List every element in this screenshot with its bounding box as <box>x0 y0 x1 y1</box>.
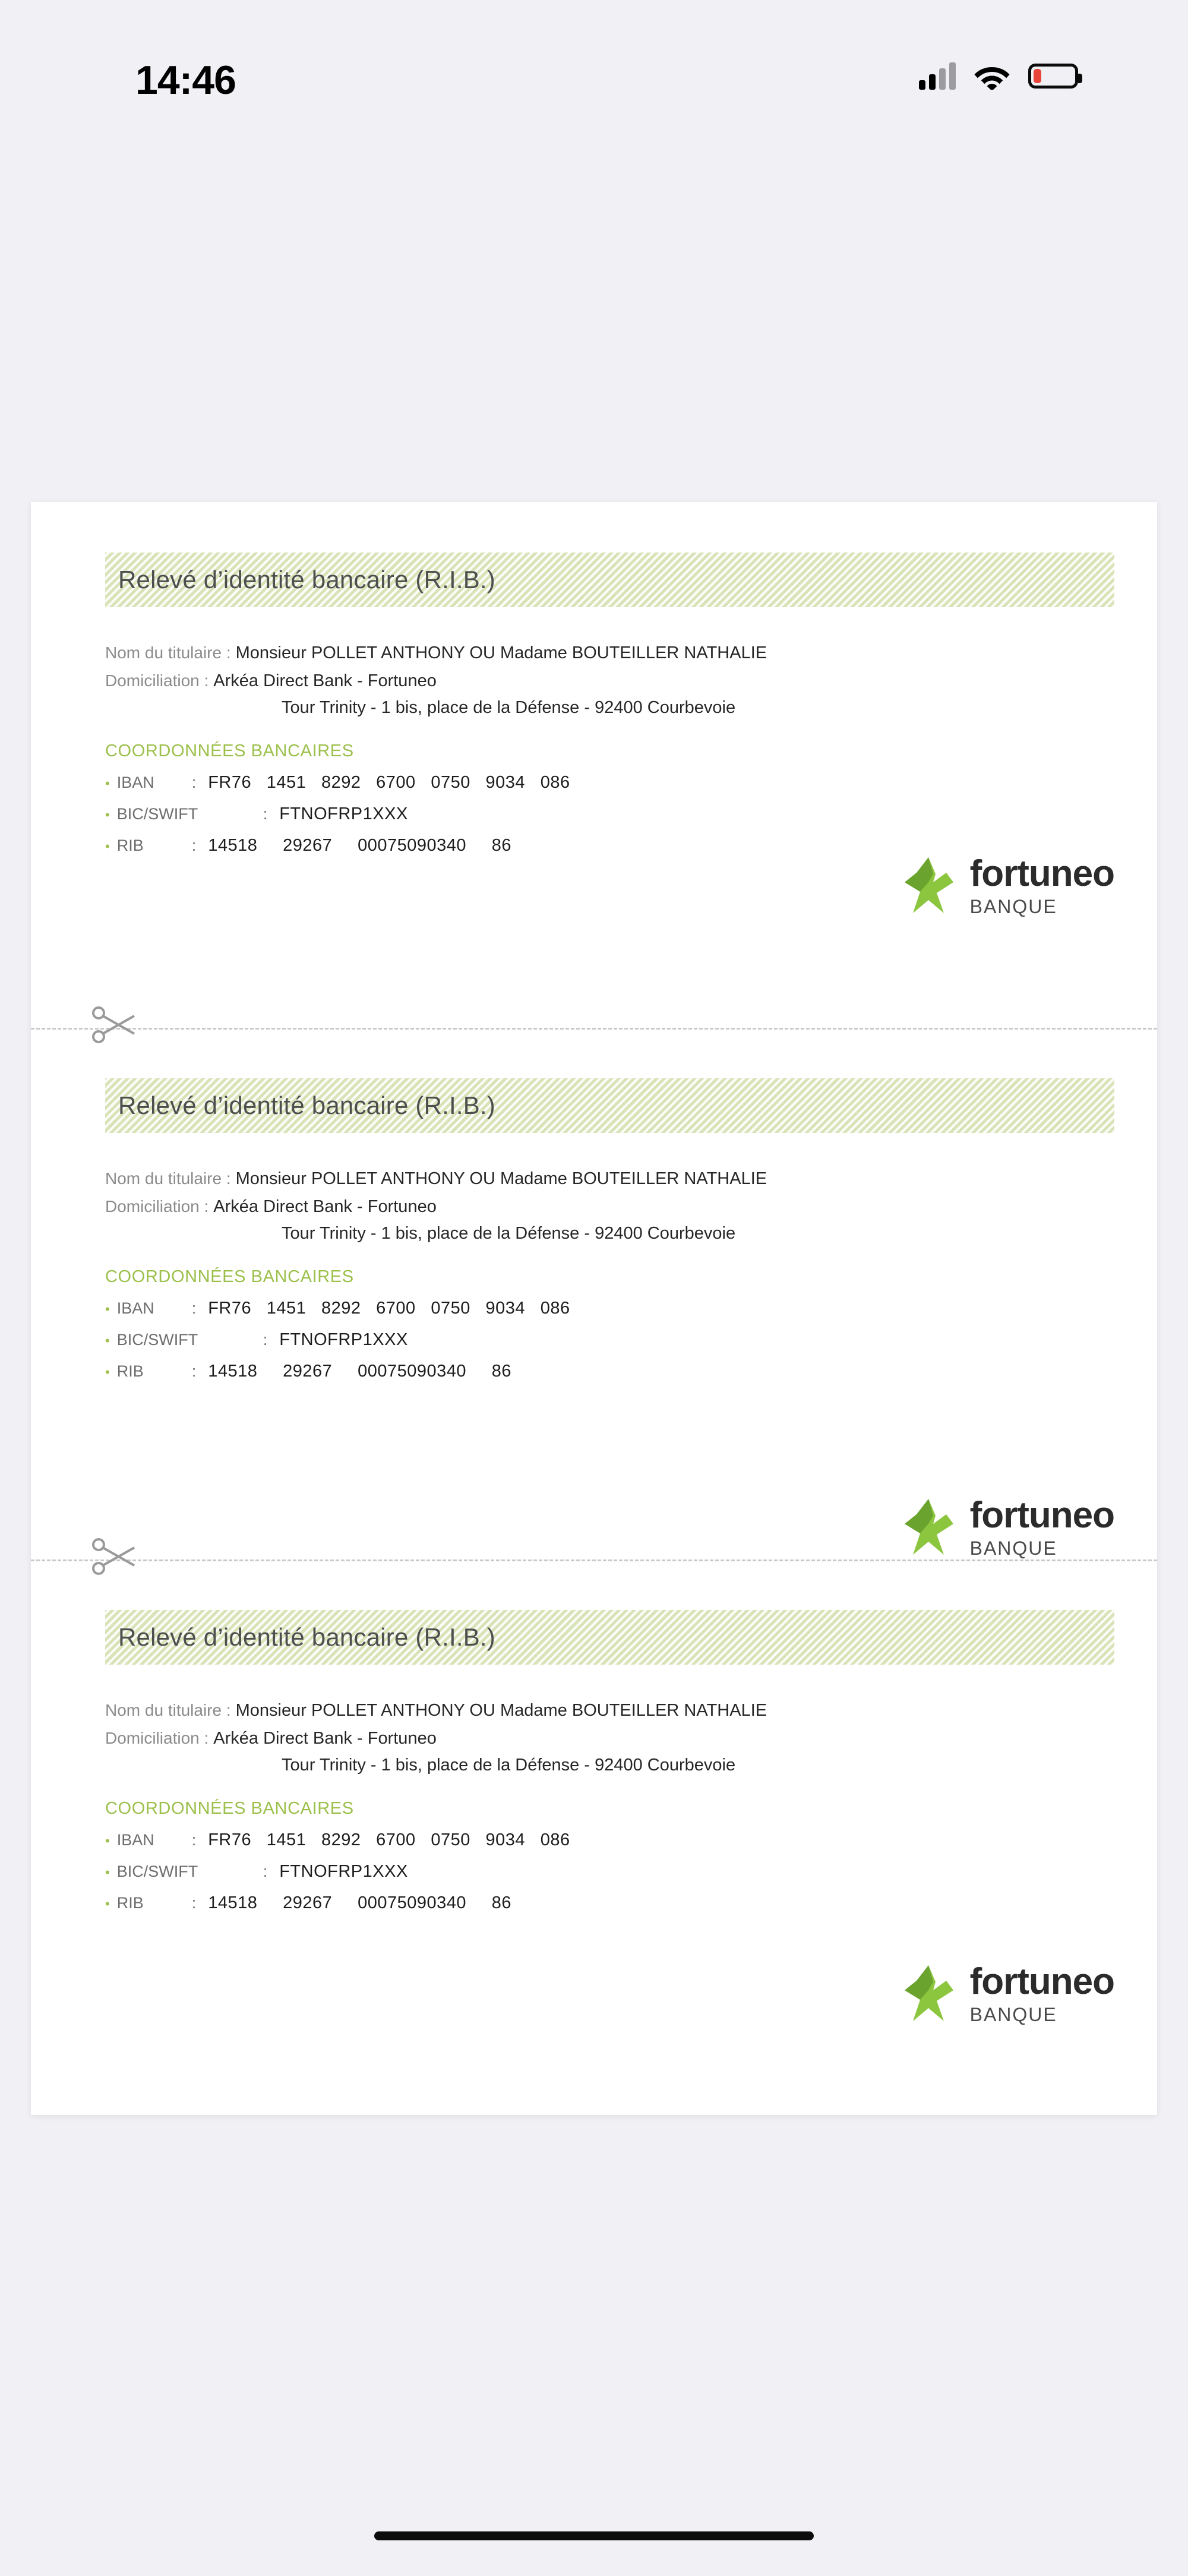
rib-copy-1 <box>31 502 1157 1028</box>
holder-label: Nom du titulaire : <box>105 643 231 662</box>
bic-value[interactable]: FTNOFRP1XXX <box>279 1862 408 1881</box>
cellular-signal-icon <box>919 62 956 90</box>
rib-title-banner <box>105 1078 1114 1133</box>
rib-copy-2 <box>31 1028 1157 1630</box>
bullet-icon: • <box>105 1896 110 1911</box>
fortuneo-name: fortuneo <box>969 853 1114 894</box>
section-title-coordonnees: COORDONNÉES BANCAIRES <box>105 741 354 760</box>
fortuneo-star-icon <box>902 856 959 916</box>
domiciliation-line <box>105 1197 1188 1217</box>
section-title-coordonnees: COORDONNÉES BANCAIRES <box>105 1799 354 1818</box>
bullet-icon: • <box>105 1865 110 1880</box>
iban-row <box>105 773 1188 793</box>
status-bar-indicators <box>919 62 1078 90</box>
rib-title: Relevé d’identité bancaire (R.I.B.) <box>118 1623 495 1651</box>
rib-title-banner <box>105 1610 1114 1665</box>
fortuneo-wordmark <box>970 855 1114 916</box>
bic-value[interactable]: FTNOFRP1XXX <box>279 1330 408 1349</box>
rib-row <box>105 1893 1188 1913</box>
iban-separator: : <box>191 1831 197 1849</box>
fortuneo-star-icon <box>902 1498 959 1557</box>
domiciliation-label: Domiciliation : <box>105 671 209 690</box>
bullet-icon: • <box>105 776 110 791</box>
iban-value[interactable]: FR76 1451 8292 6700 0750 9034 086 <box>208 1830 570 1849</box>
holder-value: Monsieur POLLET ANTHONY OU Madame BOUTEILLER NATHALIE <box>235 1701 767 1720</box>
bic-separator: : <box>263 1862 268 1880</box>
rib-title: Relevé d’identité bancaire (R.I.B.) <box>118 1091 495 1119</box>
domiciliation-label: Domiciliation : <box>105 1729 209 1747</box>
fortuneo-name: fortuneo <box>969 1495 1114 1536</box>
iban-value[interactable]: FR76 1451 8292 6700 0750 9034 086 <box>208 773 570 792</box>
holder-line <box>105 643 1188 663</box>
iban-label: IBAN <box>116 1831 154 1849</box>
fortuneo-subtitle: BANQUE <box>969 1538 1057 1559</box>
fortuneo-subtitle: BANQUE <box>969 896 1057 917</box>
rib-separator: : <box>191 1362 197 1380</box>
bic-value[interactable]: FTNOFRP1XXX <box>279 804 408 823</box>
status-bar <box>0 0 1188 137</box>
domiciliation-line <box>105 671 1188 691</box>
rib-row <box>105 1362 1188 1381</box>
rib-separator: : <box>191 836 197 854</box>
bic-row <box>105 1862 1188 1882</box>
fortuneo-star-icon <box>902 1964 959 2023</box>
domiciliation-label: Domiciliation : <box>105 1197 209 1216</box>
battery-low-icon <box>1028 64 1078 89</box>
bullet-icon: • <box>105 1302 110 1317</box>
iban-value[interactable]: FR76 1451 8292 6700 0750 9034 086 <box>208 1299 570 1318</box>
fortuneo-wordmark <box>970 1963 1114 2024</box>
holder-label: Nom du titulaire : <box>105 1701 231 1719</box>
rib-label: RIB <box>116 1362 144 1380</box>
iban-row <box>105 1299 1188 1318</box>
rib-copy-3 <box>31 1560 1157 2115</box>
bic-separator: : <box>263 1331 268 1349</box>
holder-label: Nom du titulaire : <box>105 1169 231 1188</box>
bullet-icon: • <box>105 807 110 822</box>
iban-separator: : <box>191 774 197 791</box>
status-bar-clock: 14:46 <box>135 58 236 103</box>
domiciliation-address: Tour Trinity - 1 bis, place de la Défense - 92400 Courbevoie <box>282 698 736 717</box>
holder-line <box>105 1701 1188 1721</box>
rib-separator: : <box>191 1894 197 1912</box>
rib-label: RIB <box>116 1894 144 1912</box>
bic-row <box>105 804 1188 824</box>
fortuneo-logo <box>902 1497 1114 1558</box>
iban-row <box>105 1830 1188 1850</box>
fortuneo-name: fortuneo <box>969 1961 1114 2002</box>
domiciliation-value: Arkéa Direct Bank - Fortuneo <box>213 1197 437 1216</box>
home-indicator[interactable] <box>374 2531 814 2540</box>
bic-row <box>105 1330 1188 1350</box>
fortuneo-subtitle: BANQUE <box>969 2004 1057 2025</box>
domiciliation-value: Arkéa Direct Bank - Fortuneo <box>213 1729 437 1748</box>
bic-label: BIC/SWIFT <box>116 1862 198 1880</box>
domiciliation-address: Tour Trinity - 1 bis, place de la Défense - 92400 Courbevoie <box>282 1224 736 1243</box>
iban-label: IBAN <box>116 1299 154 1317</box>
iban-separator: : <box>191 1299 197 1317</box>
rib-document-sheet <box>31 502 1157 2115</box>
fortuneo-logo <box>902 1963 1114 2024</box>
holder-value: Monsieur POLLET ANTHONY OU Madame BOUTEILLER NATHALIE <box>235 1169 767 1188</box>
bullet-icon: • <box>105 839 110 854</box>
wifi-icon <box>974 62 1010 90</box>
domiciliation-address: Tour Trinity - 1 bis, place de la Défense - 92400 Courbevoie <box>282 1756 736 1775</box>
section-title-coordonnees: COORDONNÉES BANCAIRES <box>105 1267 354 1286</box>
holder-line <box>105 1169 1188 1189</box>
bic-separator: : <box>263 805 268 823</box>
fortuneo-logo <box>902 855 1114 916</box>
domiciliation-line <box>105 1729 1188 1748</box>
holder-value: Monsieur POLLET ANTHONY OU Madame BOUTEILLER NATHALIE <box>235 643 767 662</box>
rib-value[interactable]: 14518 29267 00075090340 86 <box>208 1893 512 1912</box>
fortuneo-wordmark <box>970 1497 1114 1558</box>
bic-label: BIC/SWIFT <box>116 1331 198 1349</box>
rib-value[interactable]: 14518 29267 00075090340 86 <box>208 1362 512 1381</box>
bullet-icon: • <box>105 1365 110 1379</box>
rib-title-banner <box>105 553 1114 607</box>
rib-label: RIB <box>116 836 144 854</box>
bullet-icon: • <box>105 1333 110 1348</box>
iban-label: IBAN <box>116 774 154 791</box>
rib-value[interactable]: 14518 29267 00075090340 86 <box>208 836 512 855</box>
rib-title: Relevé d’identité bancaire (R.I.B.) <box>118 566 495 594</box>
domiciliation-value: Arkéa Direct Bank - Fortuneo <box>213 671 437 690</box>
bullet-icon: • <box>105 1833 110 1848</box>
bic-label: BIC/SWIFT <box>116 805 198 823</box>
